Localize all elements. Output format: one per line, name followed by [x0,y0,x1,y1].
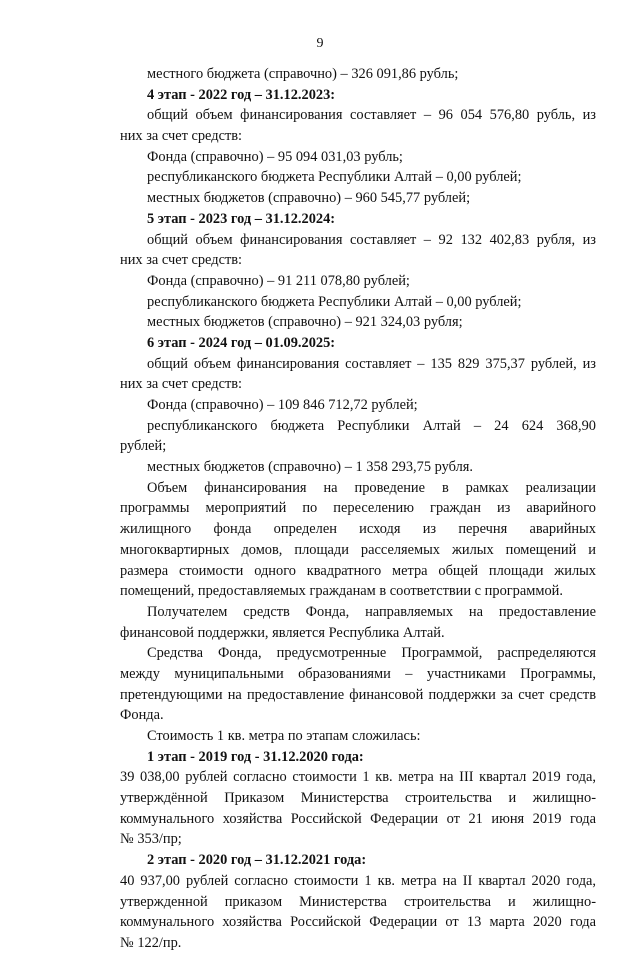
text-line: утвержденной приказом Министерства строительства и жилищно- [120,893,596,910]
text-line: программы мероприятий по переселению граждан из аварийного [120,500,596,517]
text-line: Фонда. [120,707,164,724]
text-line: республиканского бюджета Республики Алтай – 24 624 368,90 [147,417,596,434]
text-line: размера стоимости одного квадратного метра общей площади жилых [120,562,596,579]
text-line: № 353/пр; [120,831,182,848]
text-line: местного бюджета (справочно) – 326 091,86 рубль; [147,66,459,82]
section-heading: 5 этап - 2023 год – 31.12.2024: [147,210,336,227]
text-line: местных бюджетов (справочно) – 960 545,77 рублей; [147,190,471,207]
text-line: Стоимость 1 кв. метра по этапам сложилась: [147,728,421,744]
text-line: жилищного фонда определен исходя из перечня аварийных [120,521,596,538]
text-line: помещений, предоставляемых гражданам в соответствии с программой. [120,583,563,600]
page-number: 9 [316,36,324,51]
text-line: общий объем финансирования составляет – 96 054 576,80 рубль, из [147,107,596,124]
text-line: Получателем средств Фонда, направляемых на предоставление [147,603,596,620]
text-line: Фонда (справочно) – 95 094 031,03 рубль; [147,148,403,165]
text-line: республиканского бюджета Республики Алтай – 0,00 рублей; [147,169,522,186]
text-line: общий объем финансирования составляет – 135 829 375,37 рублей, из [147,355,596,372]
section-heading: 1 этап - 2019 год - 31.12.2020 года: [147,748,364,765]
text-line: Средства Фонда, предусмотренные Программой, распределяются [147,645,596,662]
text-line: 40 937,00 рублей согласно стоимости 1 кв. метра на II квартал 2020 года, [120,872,596,889]
text-line: Фонда (справочно) – 109 846 712,72 рублей; [147,397,418,413]
text-line: них за счет средств: [120,252,243,269]
text-line: Фонда (справочно) – 91 211 078,80 рублей; [147,272,410,289]
document-body [120,64,596,954]
text-line: коммунального хозяйства Российской Федерации от 13 марта 2020 года [120,914,596,931]
section-heading: 2 этап - 2020 год – 31.12.2021 года: [147,852,367,869]
text-line: утверждённой Приказом Министерства строительства и жилищно- [120,790,596,807]
text-line: рублей; [120,438,167,455]
section-heading: 6 этап - 2024 год – 01.09.2025: [147,334,336,351]
text-line: общий объем финансирования составляет – 92 132 402,83 рубля, из [147,231,596,248]
text-line: них за счет средств: [120,128,243,145]
section-heading: 4 этап - 2022 год – 31.12.2023: [147,86,336,103]
text-line: между муниципальными образованиями – участниками Программы, [120,665,596,682]
text-line: 39 038,00 рублей согласно стоимости 1 кв. метра на III квартал 2019 года, [120,769,596,786]
text-line: финансовой поддержки, является Республика Алтай. [120,624,445,641]
text-line: Объем финансирования на проведение в рамках реализации [147,479,596,496]
text-line: многоквартирных домов, площади расселяемых жилых помещений и [120,541,596,558]
text-line: претендующими на предоставление финансовой поддержки за счет средств [120,686,596,703]
text-line: них за счет средств: [120,376,243,393]
text-line: республиканского бюджета Республики Алтай – 0,00 рублей; [147,293,522,310]
text-line: местных бюджетов (справочно) – 1 358 293,75 рубля. [147,459,474,476]
text-line: коммунального хозяйства Российской Федерации от 21 июня 2019 года [120,810,596,827]
text-line: № 122/пр. [120,934,182,951]
text-line: местных бюджетов (справочно) – 921 324,03 рубля; [147,314,463,331]
